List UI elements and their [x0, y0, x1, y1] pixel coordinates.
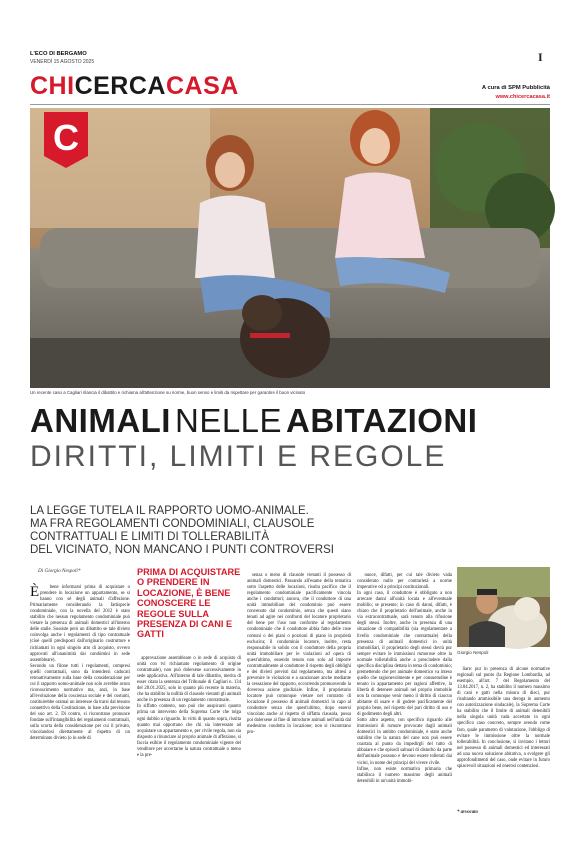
svg-text:C: C: [53, 117, 79, 158]
section-logo-text: CHICERCACASA: [30, 72, 239, 100]
column-4: [357, 567, 452, 841]
column-4-text: nunce, difatti, per cui tale divieto vada considerato nullo per contrarietà a norme imperative od a principi costituzionali. In ogni caso, il conduttore è obbligato a non arrecare danni all'unità locata e all'eventuale mobilio; se presente; in caso di danni, difatti, è chiaro che il proprietario dell'animale, anche in via extracontrattuale, sarà tenuto alla rifusione degli stessi. Inoltre, anche in presenza di una situazione di compatibilità (sia regolamentare a livello condominiale che contrattuale) della presenza di animali domestici in unità immobiliari, il proprietario degli stessi dovrà pur sempre evitare le immissioni rumorose oltre la normale tollerabilità anche a prescindere dalla specifica disciplina dettata in tema di condominio; premettendo che per animale domestico va inteso quello che ragionevolmente e per consuetudine è tenuto in appartamento per ragioni affettive, la libertà di detenere animali nel proprio immobile non fa comunque venir meno il diritto di ciascun abitante di usare e di godere pacificamente del proprio bene, nel rispetto del pari diritto di uso e di godimento degli altri. Sotto altro aspetto, con specifico riguardo alle immissioni di rumore provocate dagli animali domestici in ambito condominiale, è stato anche stabilito che la natura del cane non può essere coartata al punto da impedirgli del tutto di abbaiare e che episodi saltuari di disturbo da parte dell'animale possono e devono essere tollerati dai vicini, in nome dei principi del vivere civile. Infine, non esiste normativa primaria che stabilisca il numero massimo degli animali detenibili in un'unità immobi-: [357, 573, 453, 784]
hero-photo-illustration: [30, 108, 550, 388]
photo-caption: Un recente caso a Cagliari rilancia il dibattito e richiama all'attenzione su norme, buon senso e limiti da rispettare per garantire il buon vicinato: [30, 390, 306, 395]
section-logo: [30, 72, 239, 98]
author-photo: [457, 567, 550, 647]
column-3: [247, 567, 351, 841]
deck-line-2: MA FRA REGOLAMENTI CONDOMINIALI, CLAUSOLE: [30, 518, 315, 530]
deck-line-3: CONTRATTUALI E LIMITI DI TOLLERABILITÀ: [30, 531, 269, 543]
deck-line-4: DEL VICINATO, NON MANCANO I PUNTI CONTROVERSI: [30, 544, 334, 556]
column-5-text: liare: pur in presenza di alcune normative regionali sul punto (la Regione Lombardia, ad esempio, all'art. 7 del Regolamento del 13.04.2017, n. 2, ha stabilito il numero massimo di cani e gatti nella misura di dieci, pur risultando ammissibile una deroga in aumento con autorizzazione sindacale), la Suprema Corte ha stabilito che il limite di animali detenibili nella singola unità vada accertato in ogni specifico caso concreto, sempre avendo come faro, quale parametro di valutazione, l'obbligo di evitare le immissione oltre la normale tollerabilità. In conclusione, si invitano i lettori nel possesso di animali domestici ed interessati ad una nuova soluzione abitativa, a svolgere gli approfondimenti del caso, onde evitare in futuro spiacevoli situazioni ed onerosi contenziosi.: [457, 667, 552, 769]
header-rule: [30, 104, 550, 105]
headline-line-2: DIRITTI, LIMITI E REGOLE: [30, 440, 447, 473]
author-photo-caption: Giorgio Nespoli: [457, 650, 489, 655]
column-1: [30, 579, 130, 841]
headline-line-1: [30, 402, 550, 442]
column-2-text: approvazione assembleare o in sede di acquisto di unità con tvi richiamato regolamento di origine contrattuale), non può dolersene successivamente in sede applicativa. All'interno di tale dibattito, merita di esser citata la sentenza del Tribunale di Cagliari n. 134 del 28.01.2025, solo in quanto più recente in materia, che ha stabilito la nullità di clausole vietanti gli animali anche in presenza di un regolamento contrattuale. In siffatto contesto, non può che auspicarsi quanto prima un intervento della Suprema Corte che tolga ogni dubbio a riguardo. In virtù di quanto sopra, risulta quanto mai opportuno che chi sia interessato ad acquistare un appartamento e, per civile regola, non sia disposto a rinunciare al proprio animale di affezione, si faccia esibire il regolamento condominiale vigente del venditore per accertarne la natura contrattuale o meno e la pre-: [137, 656, 242, 758]
column-3-text: senza o meno di clausole vietanti il possesso di animali domestici. Passando all'esame della tematica sotto l'aspetto delle locazioni, risulta pacifico che il regolamento condominiale pacificamente vincola anche i conduttori; ancora, che il conduttore di una unità immobiliare del condominio può essere convenuto dal condominio, senza che questi siano tenuti ad agire nei confronti del locatore proprietario del bene per l'uso non conforme al regolamento condominiale che il conduttore abbia fatto delle cose comuni o dei piani o porzioni di piano in proprietà esclusiva; il condominio locatore, inoltre, resta responsabile in solido con il conduttore della propria unità immobiliare per le violazioni ad opera di quest'ultimo, essendo tenuto non solo ad imporre contrattualmente al conduttore il rispetto degli obblighi e dei divieti previsti dal regolamento, ma altresì a prevenire le violazioni e a sanzionare anche mediante la cessazione del rapporto, occorrendo promuovendo la doverosa azione giudiziale. Infine, il proprietario locatore può comunque vietare nel contratto di locazione il possesso di animali domestici in capo al conduttore senza che quest'ultimo, dopo essersi vincolato anche al rispetto di siffatta clausola, possa poi dolersene al fine di introdurre animali nell'unità dal medesimo condotta in locazione; non si riscontrano pro-: [247, 573, 353, 736]
byline: Di Giorgio Nespoli*: [38, 568, 81, 574]
hero-photo: [30, 108, 550, 388]
deck-line-1: LA LEGGE TUTELA IL RAPPORTO UOMO-ANIMALE.: [30, 505, 309, 517]
page-number: I: [538, 50, 543, 64]
section-badge: [44, 112, 88, 168]
footnote: * avvocato: [457, 810, 478, 815]
pullquote: PRIMA DI ACQUISTARE O PRENDERE IN LOCAZIONE, È BENE CONOSCERE LE REGOLE SULLA PRESENZA DI CANI E GATTI: [137, 567, 241, 640]
publication-name: L'ECO DI BERGAMO: [30, 51, 87, 57]
column-1-text: bene informarsi prima di acquistare o prendere in locazione un appartamento, se si hanno con sé degli animali d'affezione. Primariamente considerando la fattispecie condominiale, con la novella del 2012 è stato stabilito che nessun regolamento condominiale può vietare la presenza di animali domestici all'interno delle stalle. Sussiste però un dibattito se tale divieto coinvolga anche i regolamenti di tipo contrattuale (cioè quelli predisposti dall'originario costruttore e richiamati in ogni singolo atto di acquisto, ovvero approvati all'unanimità dai condòmini in sede assembleare). Secondo un filone tutti i regolamenti, compresi quelli contrattuali, sono da intendersi caducati retroattivamente sulla base della considerazione per cui il rapporto uomo-animale non solo avrebbe avuto riconoscimento normativo ma, anzi, in base all'evoluzione della coscienza sociale e dei costumi, costituirebbe oramai un interesse da trarsi dal tessuto connettivo della Costituzione, in base alla previsione del suo art. 2. Di contro, si riscontrano pronunce fondate sull'intangibilità dei regolamenti contrattuali, sulla scorta della considerazione per cui il privato, vincolandosi direttamente al rispetto di un determinato divieto (o in sede di: [30, 585, 130, 742]
deck: [30, 505, 550, 557]
headline-word-nelle: NELLE: [174, 402, 283, 439]
credit-line-2: www.chicercacasa.it: [495, 94, 550, 100]
drop-cap: È: [30, 584, 40, 601]
column-2: [137, 650, 241, 841]
issue-date: VENERDÌ 15 AGOSTO 2025: [30, 59, 95, 65]
credit-line-1: A cura di SPM Pubblicità: [481, 85, 550, 91]
headline-word-abitazioni: ABITAZIONI: [286, 402, 478, 439]
headline-word-animali: ANIMALI: [30, 402, 171, 439]
